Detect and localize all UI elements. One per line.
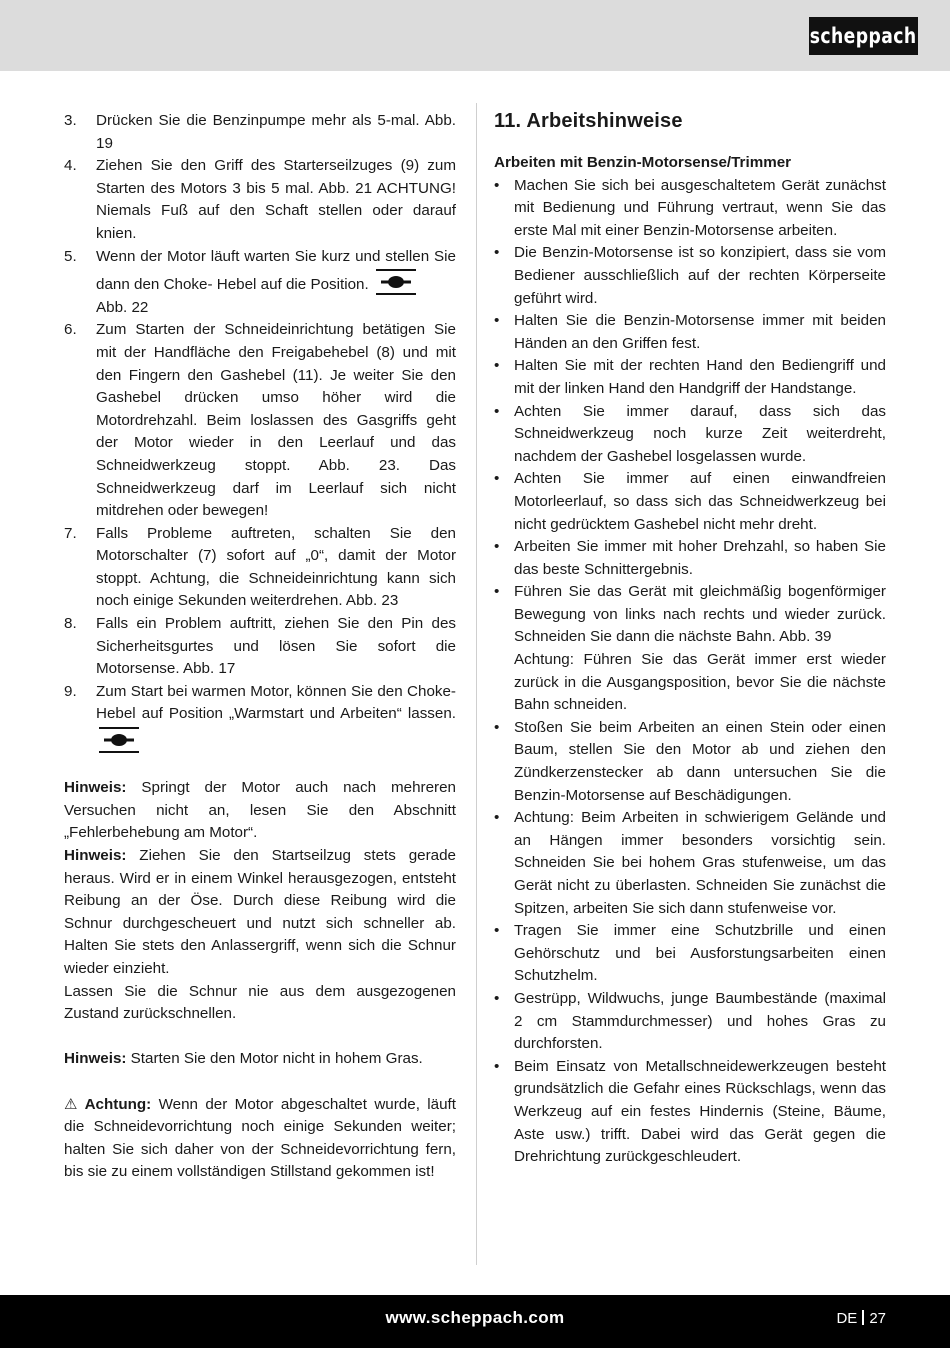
list-item: 6. Zum Starten der Schneideinrichtung betätigen Sie mit der Handfläche den Freigabehebel (8) und mit den Fingern den Gashebel (11). Je weiter Sie den Gashebel drücken umso höher wird die Motordrehzahl. Beim loslassen des Gasgriffs geht der Motor wieder in den Leerlauf und das Schneidwerkzeug stoppt. Abb. 23. Das Schneidwerkzeug darf im Leerlauf sich nicht mitdrehen oder bewegen! — [64, 321, 456, 520]
left-column — [64, 110, 456, 1184]
list-item: • Achtung: Beim Arbeiten in schwierigem Gelände und an Hängen immer besonders vorsichtig sein. Schneiden Sie bei hohem Gras stufenweise, um das Gerät nicht zu überlasten. Schneiden Sie zunächst die Spitzen, arbeiten Sie sich dann stufenweise vor. — [494, 809, 886, 917]
scheppach-logo: scheppach — [809, 17, 918, 55]
note-paragraph: Hinweis: Ziehen Sie den Startseilzug stets gerade heraus. Wird er in einem Winkel herausgezogen, entsteht Reibung an der Öse. Durch diese Reibung wird die Schnur durchgescheuert und nutzt sich schneller ab. Halten Sie stets den Anlassergriff, wenn sich die Schnur wieder einzieht. — [64, 847, 456, 977]
list-item: • Tragen Sie immer eine Schutzbrille und einen Gehörschutz und bei Ausforstungsarbeiten einen Schutzhelm. — [494, 922, 886, 985]
list-item: • Achten Sie immer darauf, dass sich das Schneidwerkzeug noch kurze Zeit weiterdreht, nachdem der Gashebel losgelassen wurde. — [494, 402, 886, 465]
page-separator — [862, 1310, 864, 1325]
list-item: 7. Falls Probleme auftreten, schalten Sie den Motorschalter (7) sofort auf „0“, damit der Motor stoppt. Achtung, die Schneideinrichtung kann sich noch einige Sekunden weiterdrehen. Abb. 23 — [64, 524, 456, 610]
warning-triangle-icon: ⚠ — [64, 1095, 81, 1113]
list-item: 4. Ziehen Sie den Griff des Starterseilzuges (9) zum Starten des Motors 3 bis 5 mal. Abb. 21 ACHTUNG! Niemals Fuß auf den Schaft stellen oder darauf knien. — [64, 157, 456, 242]
start-steps-list — [64, 110, 456, 755]
list-item: • Achten Sie immer auf einen einwandfreien Motorleerlauf, so dass sich das Schneidwerkzeug bei nicht gedrücktem Gashebel nicht mehr dreht. — [494, 470, 886, 533]
subsection-title: Arbeiten mit Benzin-Motorsense/Trimmer — [494, 154, 792, 171]
list-item: • Führen Sie das Gerät mit gleichmäßig bogenförmiger Bewegung von links nach rechts und wieder zurück. Schneiden Sie dann die nächste Bahn. Abb. 39 Achtung: Führen Sie das Gerät immer erst wieder zurück in die Ausgangsposition, bevor Sie die nächste Bahn schneiden. — [494, 583, 886, 714]
list-item: • Stoßen Sie beim Arbeiten an einen Stein oder einen Baum, stellen Sie den Motor ab und ziehen den Zündkerzenstecker ab dann untersuchen Sie die Benzin-Motorsense auf Beschädigungen. — [494, 718, 886, 804]
list-item: • Machen Sie sich bei ausgeschaltetem Gerät zunächst mit Bedienung und Führung vertraut, wenn Sie das erste Mal mit einer Benzin-Motorsense arbeiten. — [494, 176, 886, 239]
list-item: 5. Wenn der Motor läuft warten Sie kurz und stellen Sie dann den Choke- Hebel auf die Position. Abb. 22 — [64, 247, 456, 316]
list-item: • Gestrüpp, Wildwuchs, junge Baumbestände (maximal 2 cm Stammdurchmesser) und hohes Gras zu durchforsten. — [494, 989, 886, 1053]
list-item: 3. Drücken Sie die Benzinpumpe mehr als 5-mal. Abb. 19 — [64, 112, 456, 152]
work-tips-list — [494, 175, 886, 1169]
note-paragraph: Lassen Sie die Schnur nie aus dem ausgezogenen Zustand zurückschnellen. — [64, 982, 456, 1023]
page-indicator — [836, 1310, 886, 1327]
note-paragraph: Hinweis: Starten Sie den Motor nicht in hohem Gras. — [64, 1050, 423, 1068]
warning-paragraph: ⚠ Achtung: Wenn der Motor abgeschaltet wurde, läuft die Schneidevorrichtung noch einige Sekunden weiter; halten Sie sich daher von der Schneidevorrichtung fern, bis sie zu einem vollständigen Stillstand gekommen ist! — [64, 1095, 456, 1181]
column-divider — [476, 103, 477, 1265]
note-paragraph: Hinweis: Springt der Motor auch nach mehreren Versuchen nicht an, lesen Sie den Abschnitt „Fehlerbehebung am Motor“. — [64, 779, 456, 842]
footer-bar — [0, 1295, 950, 1348]
list-item: • Beim Einsatz von Metallschneidewerkzeugen besteht grundsätzlich die Gefahr eines Rückschlags, wenn das Werkzeug auf ein festes Hindernis (Steine, Bäume, Aste usw.) trifft. Dabei wird das Gerät gegen die Drehrichtung zurückgeschleudert. — [494, 1057, 886, 1166]
website-link[interactable]: www.scheppach.com — [385, 1308, 565, 1327]
right-column — [494, 110, 886, 1169]
language-code: DE — [836, 1310, 858, 1327]
choke-lever-position-icon — [375, 268, 417, 296]
list-item: • Die Benzin-Motorsense ist so konzipiert, dass sie vom Bediener ausschließlich auf der rechten Körperseite geführt wird. — [494, 244, 886, 307]
page-number: 27 — [869, 1310, 886, 1327]
choke-lever-position-icon — [98, 726, 140, 754]
list-item: 8. Falls ein Problem auftritt, ziehen Sie den Pin des Sicherheitsgurtes und lösen Sie sofort die Motorsense. Abb. 17 — [64, 615, 456, 678]
section-title: 11. Arbeitshinweise — [494, 110, 683, 132]
header-band — [0, 0, 950, 71]
list-item: • Halten Sie die Benzin-Motorsense immer mit beiden Händen an den Griffen fest. — [494, 312, 886, 352]
list-item: • Arbeiten Sie immer mit hoher Drehzahl, so haben Sie das beste Schnittergebnis. — [494, 538, 886, 578]
list-item: • Halten Sie mit der rechten Hand den Bediengriff und mit der linken Hand den Handgriff der Handstange. — [494, 357, 886, 397]
list-item: 9. Zum Start bei warmen Motor, können Sie den Choke-Hebel auf Position „Warmstart und Arbeiten“ lassen. — [64, 681, 456, 755]
